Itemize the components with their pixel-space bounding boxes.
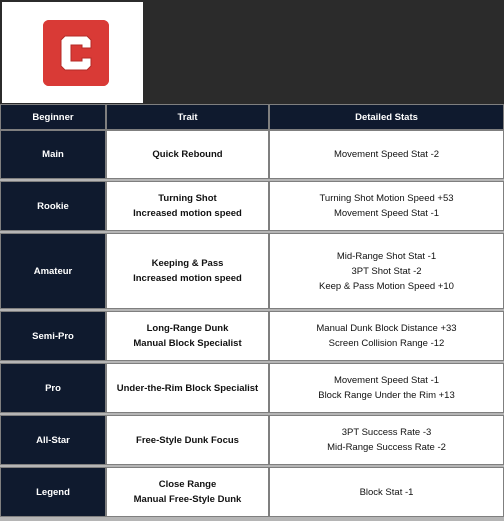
trait-cell bbox=[106, 467, 269, 517]
trait-line: Manual Block Specialist bbox=[133, 338, 242, 349]
stats-cell bbox=[269, 363, 504, 413]
stat-line: Manual Dunk Block Distance +33 bbox=[316, 323, 457, 334]
trait-table-container bbox=[0, 104, 504, 521]
trait-cell bbox=[106, 130, 269, 179]
trait-line: Keeping & Pass bbox=[151, 258, 224, 269]
stat-line: Movement Speed Stat -1 bbox=[333, 208, 440, 219]
level-cell: Legend bbox=[0, 467, 106, 517]
trait-line: Increased motion speed bbox=[133, 208, 242, 219]
table-row bbox=[0, 467, 504, 517]
stats-cell bbox=[269, 181, 504, 231]
header-trait: Trait bbox=[106, 104, 269, 130]
header-detailed-stats: Detailed Stats bbox=[269, 104, 504, 130]
trait-line: Turning Shot bbox=[158, 193, 217, 204]
stat-line: Movement Speed Stat -1 bbox=[333, 375, 440, 386]
trait-table bbox=[0, 104, 504, 517]
stat-line: Block Stat -1 bbox=[359, 486, 414, 498]
stat-line: Movement Speed Stat -2 bbox=[333, 149, 440, 160]
c-logo-icon bbox=[43, 20, 109, 86]
trait-line: Under-the-Rim Block Specialist bbox=[116, 382, 259, 394]
level-cell: Amateur bbox=[0, 233, 106, 309]
trait-cell bbox=[106, 363, 269, 413]
table-row bbox=[0, 130, 504, 179]
level-cell: Main bbox=[0, 130, 106, 179]
table-body bbox=[0, 130, 504, 517]
stat-line: Mid-Range Shot Stat -1 bbox=[336, 250, 437, 262]
trait-line: Increased motion speed bbox=[133, 273, 242, 284]
level-cell: All-Star bbox=[0, 415, 106, 465]
table-row bbox=[0, 233, 504, 309]
stat-line: Turning Shot Motion Speed +53 bbox=[319, 193, 454, 204]
stat-line: Keep & Pass Motion Speed +10 bbox=[319, 280, 454, 292]
level-cell: Semi-Pro bbox=[0, 311, 106, 361]
logo-container bbox=[2, 2, 143, 103]
table-header-row bbox=[0, 104, 504, 130]
table-row bbox=[0, 363, 504, 413]
stats-cell bbox=[269, 311, 504, 361]
stat-line: 3PT Shot Stat -2 bbox=[351, 265, 422, 277]
stats-cell bbox=[269, 415, 504, 465]
stat-line: Block Range Under the Rim +13 bbox=[318, 390, 455, 401]
table-row bbox=[0, 311, 504, 361]
stats-cell bbox=[269, 130, 504, 179]
table-row bbox=[0, 181, 504, 231]
stats-cell bbox=[269, 233, 504, 309]
top-banner bbox=[0, 0, 504, 103]
table-row bbox=[0, 415, 504, 465]
stat-line: Mid-Range Success Rate -2 bbox=[327, 442, 446, 453]
trait-line: Manual Free-Style Dunk bbox=[133, 494, 242, 505]
stats-cell bbox=[269, 467, 504, 517]
header-beginner: Beginner bbox=[0, 104, 106, 130]
stat-line: 3PT Success Rate -3 bbox=[341, 427, 432, 438]
trait-cell bbox=[106, 311, 269, 361]
trait-line: Close Range bbox=[158, 479, 217, 490]
trait-line: Quick Rebound bbox=[152, 149, 223, 160]
stat-line: Screen Collision Range -12 bbox=[328, 338, 445, 349]
level-cell: Rookie bbox=[0, 181, 106, 231]
level-cell: Pro bbox=[0, 363, 106, 413]
trait-cell bbox=[106, 415, 269, 465]
trait-cell bbox=[106, 233, 269, 309]
trait-line: Free-Style Dunk Focus bbox=[136, 434, 239, 446]
trait-cell bbox=[106, 181, 269, 231]
trait-line: Long-Range Dunk bbox=[146, 323, 229, 334]
